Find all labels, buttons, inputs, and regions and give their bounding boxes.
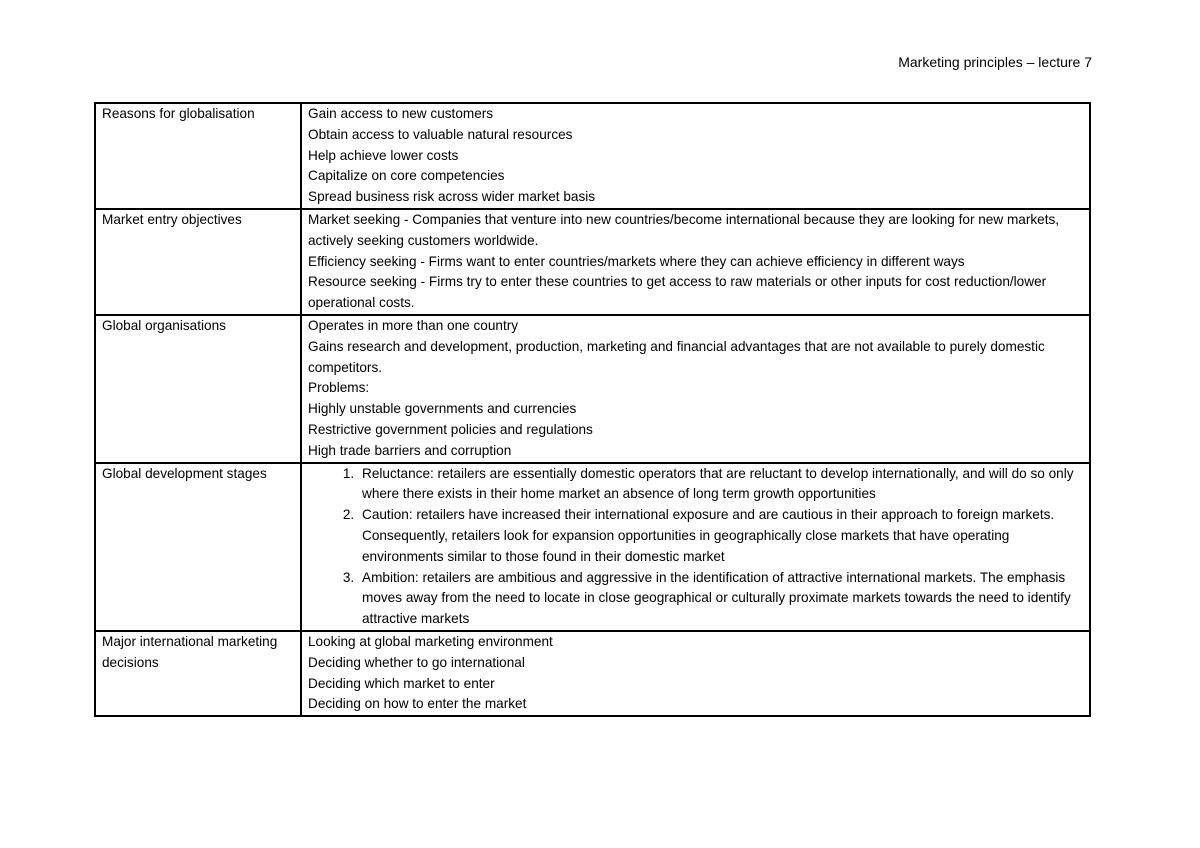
table-row bbox=[95, 103, 1090, 209]
detail-line: Deciding which market to enter bbox=[308, 675, 495, 691]
detail-line: Capitalize on core competencies bbox=[308, 168, 505, 184]
detail-line: Problems: bbox=[308, 380, 370, 396]
table-row bbox=[95, 463, 1090, 631]
topic-label: Global development stages bbox=[102, 465, 267, 481]
stage-item: 2. Caution: retailers have increased their international exposure and are cautious in their approach to foreign markets. Consequently, retailers look for expansion opportunities in geographically close markets that have operating environments similar to those found in their domestic market bbox=[358, 505, 1083, 567]
topic-label: Global organisations bbox=[102, 317, 226, 333]
details-cell bbox=[301, 315, 1090, 463]
topic-cell bbox=[95, 631, 301, 716]
stages-list bbox=[308, 464, 1083, 630]
lecture-notes-table bbox=[94, 102, 1091, 717]
detail-line: Obtain access to valuable natural resources bbox=[308, 126, 573, 142]
topic-cell bbox=[95, 209, 301, 315]
topic-label: Market entry objectives bbox=[102, 211, 242, 227]
topic-cell bbox=[95, 103, 301, 209]
detail-line: Spread business risk across wider market basis bbox=[308, 189, 596, 205]
detail-line: Gains research and development, production, marketing and financial advantages that are not available to purely domestic competitors. bbox=[308, 338, 1045, 375]
details-cell bbox=[301, 103, 1090, 209]
detail-line: Deciding on how to enter the market bbox=[308, 696, 527, 712]
detail-line: Deciding whether to go international bbox=[308, 654, 525, 670]
detail-line: Highly unstable governments and currencies bbox=[308, 401, 577, 417]
table-row bbox=[95, 209, 1090, 315]
detail-line: Gain access to new customers bbox=[308, 106, 494, 121]
detail-line: Operates in more than one country bbox=[308, 317, 519, 333]
detail-line: Efficiency seeking - Firms want to enter countries/markets where they can achieve efficiency in different ways bbox=[308, 253, 965, 269]
detail-line: Restrictive government policies and regulations bbox=[308, 421, 593, 437]
detail-line: Resource seeking - Firms try to enter these countries to get access to raw materials or other inputs for cost reduction/lower operational costs. bbox=[308, 274, 1047, 311]
details-cell bbox=[301, 631, 1090, 716]
topic-label: Reasons for globalisation bbox=[102, 106, 255, 121]
detail-line: Market seeking - Companies that venture into new countries/become international because they are looking for new markets, actively seeking customers worldwide. bbox=[308, 211, 1060, 248]
details-cell bbox=[301, 463, 1090, 631]
topic-cell bbox=[95, 463, 301, 631]
topic-cell bbox=[95, 315, 301, 463]
detail-line: Looking at global marketing environment bbox=[308, 633, 553, 649]
page-header: Marketing principles – lecture 7 bbox=[898, 54, 1092, 70]
detail-line: Help achieve lower costs bbox=[308, 147, 459, 163]
detail-line: High trade barriers and corruption bbox=[308, 442, 512, 458]
topic-label: Major international marketing decisions bbox=[102, 633, 278, 670]
stage-item: 1. Reluctance: retailers are essentially domestic operators that are reluctant to develop internationally, and will do so only where there exists in their home market an absence of long term growth opportunities bbox=[358, 464, 1083, 506]
details-cell bbox=[301, 209, 1090, 315]
table-row bbox=[95, 315, 1090, 463]
table-row bbox=[95, 631, 1090, 716]
stage-item: 3. Ambition: retailers are ambitious and aggressive in the identification of attractive international markets. The emphasis moves away from the need to locate in close geographical or culturally proximate markets towards the need to identify attractive markets bbox=[358, 568, 1083, 630]
